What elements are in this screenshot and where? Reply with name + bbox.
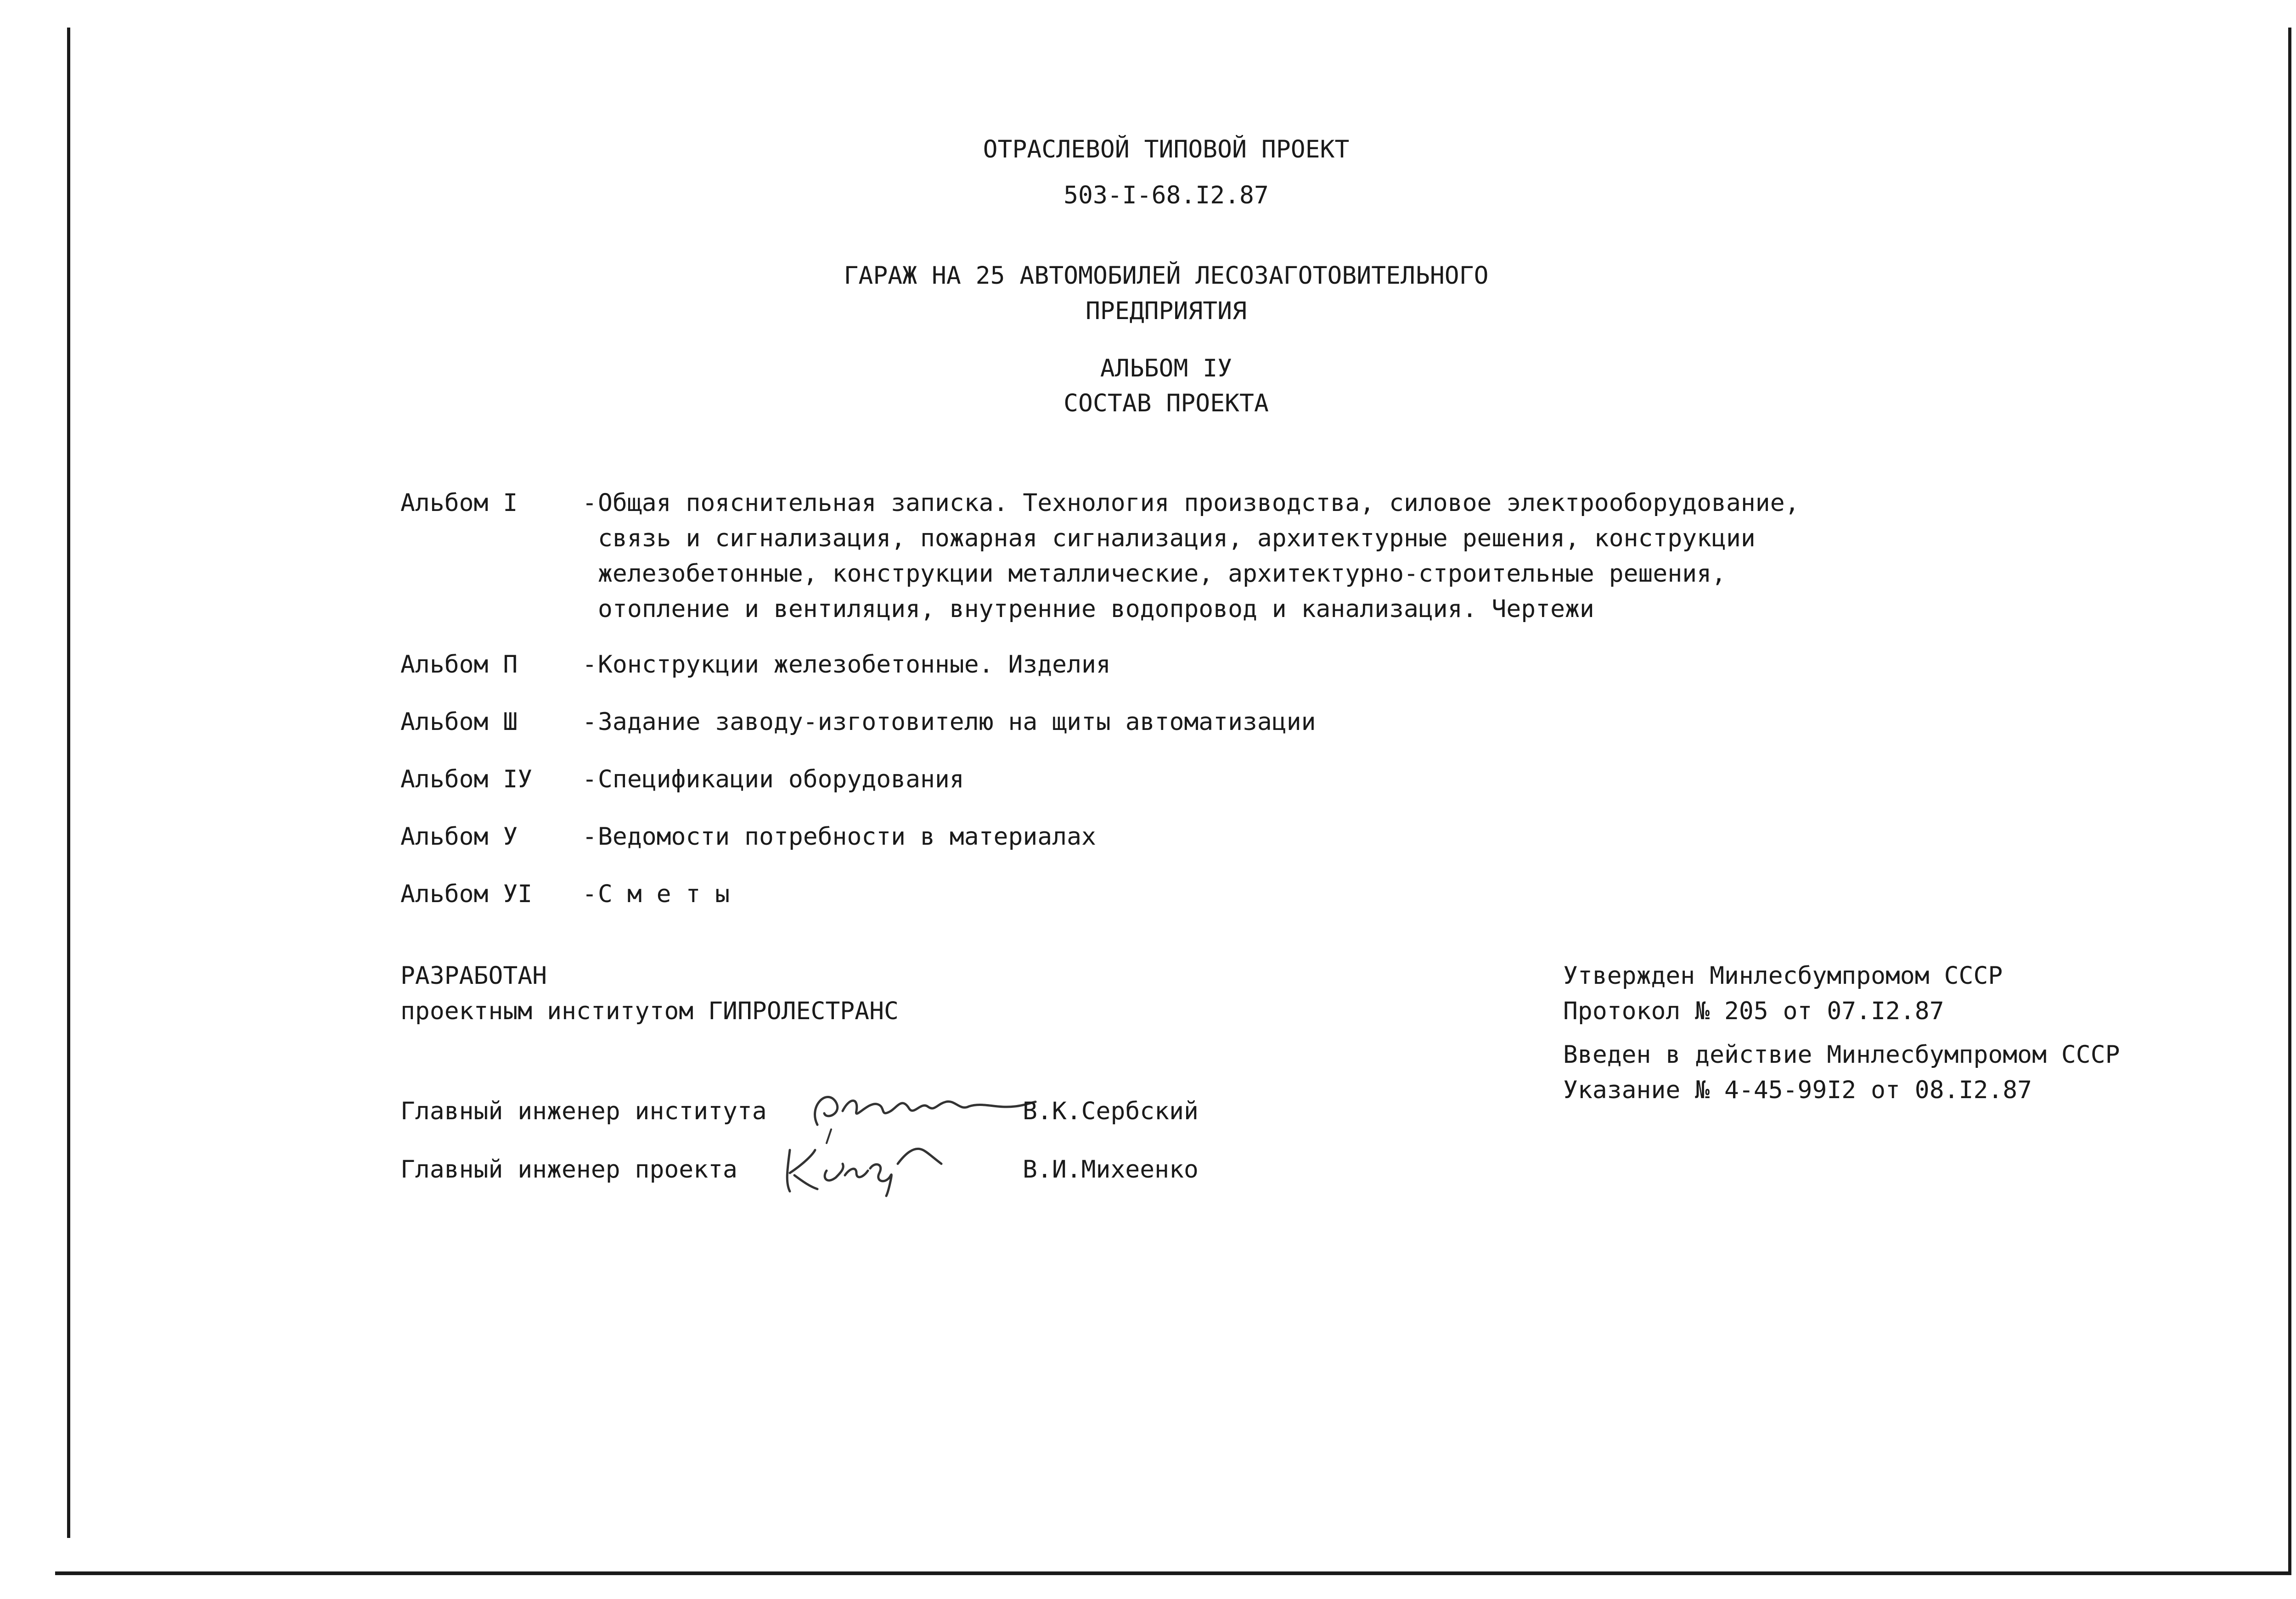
enacted-order: Указание № 4-45-99I2 от 08.I2.87 [1563, 1076, 2032, 1104]
album-6-dash: - [582, 880, 597, 908]
project-type-heading: ОТРАСЛЕВОЙ ТИПОВОЙ ПРОЕКТ [983, 135, 1350, 163]
album-2-dash: - [582, 651, 597, 679]
album-3-desc: Задание заводу-изготовителю на щиты автоматизации [598, 708, 1316, 736]
album-1-label: Альбом I [400, 489, 518, 517]
album-2-desc: Конструкции железобетонные. Изделия [598, 651, 1111, 679]
album-1-desc-line-1: Общая пояснительная записка. Технология производства, силовое электрооборудование, [598, 489, 1800, 517]
album-3-label: Альбом Ш [400, 708, 518, 736]
signature-name-1: В.К.Сербский [1023, 1097, 1199, 1125]
album-4-desc: Спецификации оборудования [598, 765, 964, 793]
project-title-line-1: ГАРАЖ НА 25 АВТОМОБИЛЕЙ ЛЕСОЗАГОТОВИТЕЛЬНОГО [844, 262, 1489, 290]
album-1-desc-line-2: связь и сигнализация, пожарная сигнализация, архитектурные решения, конструкции [598, 524, 1756, 552]
album-5-desc: Ведомости потребности в материалах [598, 823, 1096, 851]
album-3-dash: - [582, 708, 597, 736]
project-title-line-2: ПРЕДПРИЯТИЯ [1086, 297, 1247, 325]
signature-role-1: Главный инженер института [400, 1097, 767, 1125]
album-4-dash: - [582, 765, 597, 793]
frame-bottom-border [55, 1571, 2291, 1575]
signature-2-image [776, 1127, 960, 1201]
album-4-label: Альбом IУ [400, 765, 533, 793]
project-code: 503-I-68.I2.87 [1064, 181, 1269, 209]
album-1-dash: - [582, 489, 597, 517]
enacted-line: Введен в действие Минлесбумпромом СССР [1563, 1041, 2120, 1069]
album-5-dash: - [582, 823, 597, 851]
frame-left-border [67, 28, 70, 1538]
album-6-desc: С м е т ы [598, 880, 730, 908]
album-1-desc-line-3: железобетонные, конструкции металлические, архитектурно-строительные решения, [598, 560, 1726, 588]
approved-protocol: Протокол № 205 от 07.I2.87 [1563, 997, 1944, 1025]
album-2-label: Альбом П [400, 651, 518, 679]
album-heading: АЛЬБОМ IУ [1100, 354, 1232, 382]
signature-name-2: В.И.Михеенко [1023, 1156, 1199, 1184]
album-6-label: Альбом УI [400, 880, 533, 908]
signature-role-2: Главный инженер проекта [400, 1156, 737, 1184]
approved-line-1: Утвержден Минлесбумпромом СССР [1563, 962, 2003, 990]
developed-heading: РАЗРАБОТАН [400, 962, 547, 990]
developed-institute: проектным институтом ГИПРОЛЕСТРАНС [400, 997, 899, 1025]
album-5-label: Альбом У [400, 823, 518, 851]
composition-heading: СОСТАВ ПРОЕКТА [1064, 389, 1269, 417]
album-1-desc-line-4: отопление и вентиляция, внутренние водопровод и канализация. Чертежи [598, 595, 1594, 623]
